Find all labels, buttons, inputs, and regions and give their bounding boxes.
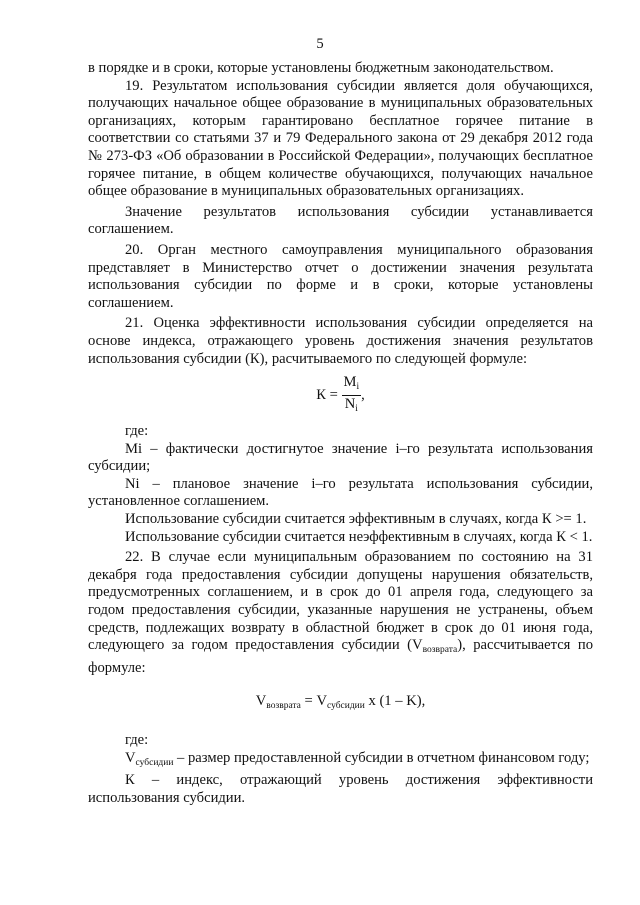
formula-k-denominator: $N_i$ [344, 396, 358, 415]
formula-k-fraction [342, 374, 362, 417]
document-body [88, 60, 593, 807]
formula-k-numerator: $M_i$ [342, 374, 362, 396]
where-label-1: где: [125, 423, 149, 440]
formula-k-lhs: К = [316, 386, 338, 403]
paragraph-22: 22. В случае если муниципальным образованием по состоянию на 31 декабря года предоставления субсидии допущены нарушения обязательств, предусмотренных соглашением, и в срок до 01 апреля года, следующего за годом предоставления субсидии, указанные нарушения не устранены, объем средств, подлежащих возврату в областной бюджет в срок до 01 июня года, следующего за годом предоставления субсидии $(V_{возврата})$, рассчитывается по формуле: [88, 549, 593, 676]
mi-definition: Mi – фактически достигнутое значение i–го результата использования субсидии; [88, 440, 593, 475]
ineffective-condition: Использование субсидии считается неэффективным в случаях, когда К < 1. [125, 528, 593, 545]
effective-condition: Использование субсидии считается эффективным в случаях, когда К >= 1. [125, 511, 587, 528]
where-label-2: где: [125, 732, 149, 748]
ni-definition: Ni – плановое значение i–го результата использования субсидии, установленное соглашением. [88, 475, 593, 510]
page-number: 5 [316, 36, 324, 52]
paragraph-19-value: Значение результатов использования субсидии устанавливается соглашением. [88, 203, 593, 238]
v-subsidy-definition: $V_{субсидии}$ – размер предоставленной субсидии в отчетном финансовом году; [125, 749, 590, 768]
formula-k [88, 374, 593, 417]
paragraph-continuation: в порядке и в сроки, которые установлены бюджетным законодательством. [88, 60, 554, 76]
paragraph-21: 21. Оценка эффективности использования субсидии определяется на основе индекса, отражающего уровень достижения значения результатов использования субсидии (К), расчитываемого по следующей формуле: [88, 315, 593, 367]
formula-k-tail: , [361, 386, 365, 403]
paragraph-20: 20. Орган местного самоуправления муниципального образования представляет в Министерство отчет о достижении значения результата использования субсидии по форме и в сроки, которые установлены соглашением. [88, 241, 593, 311]
k-definition: К – индекс, отражающий уровень достижения эффективности использования субсидии. [88, 772, 593, 806]
formula-v-return: $V_{возврата} = V_{субсидии}$ x (1 – K), [255, 693, 426, 712]
paragraph-19: 19. Результатом использования субсидии является доля обучающихся, получающих начальное общее образование в муниципальных образовательных организациях, которым гарантировано бесплатное горячее питание в соответствии со статьями 37 и 79 Федерального закона от 29 декабря 2012 года № 273-ФЗ «Об образовании в Российской Федерации», получающих бесплатное горячее питание, в общем количестве обучающихся, получающих начальное общее образование в муниципальных образовательных организациях. [88, 77, 593, 200]
